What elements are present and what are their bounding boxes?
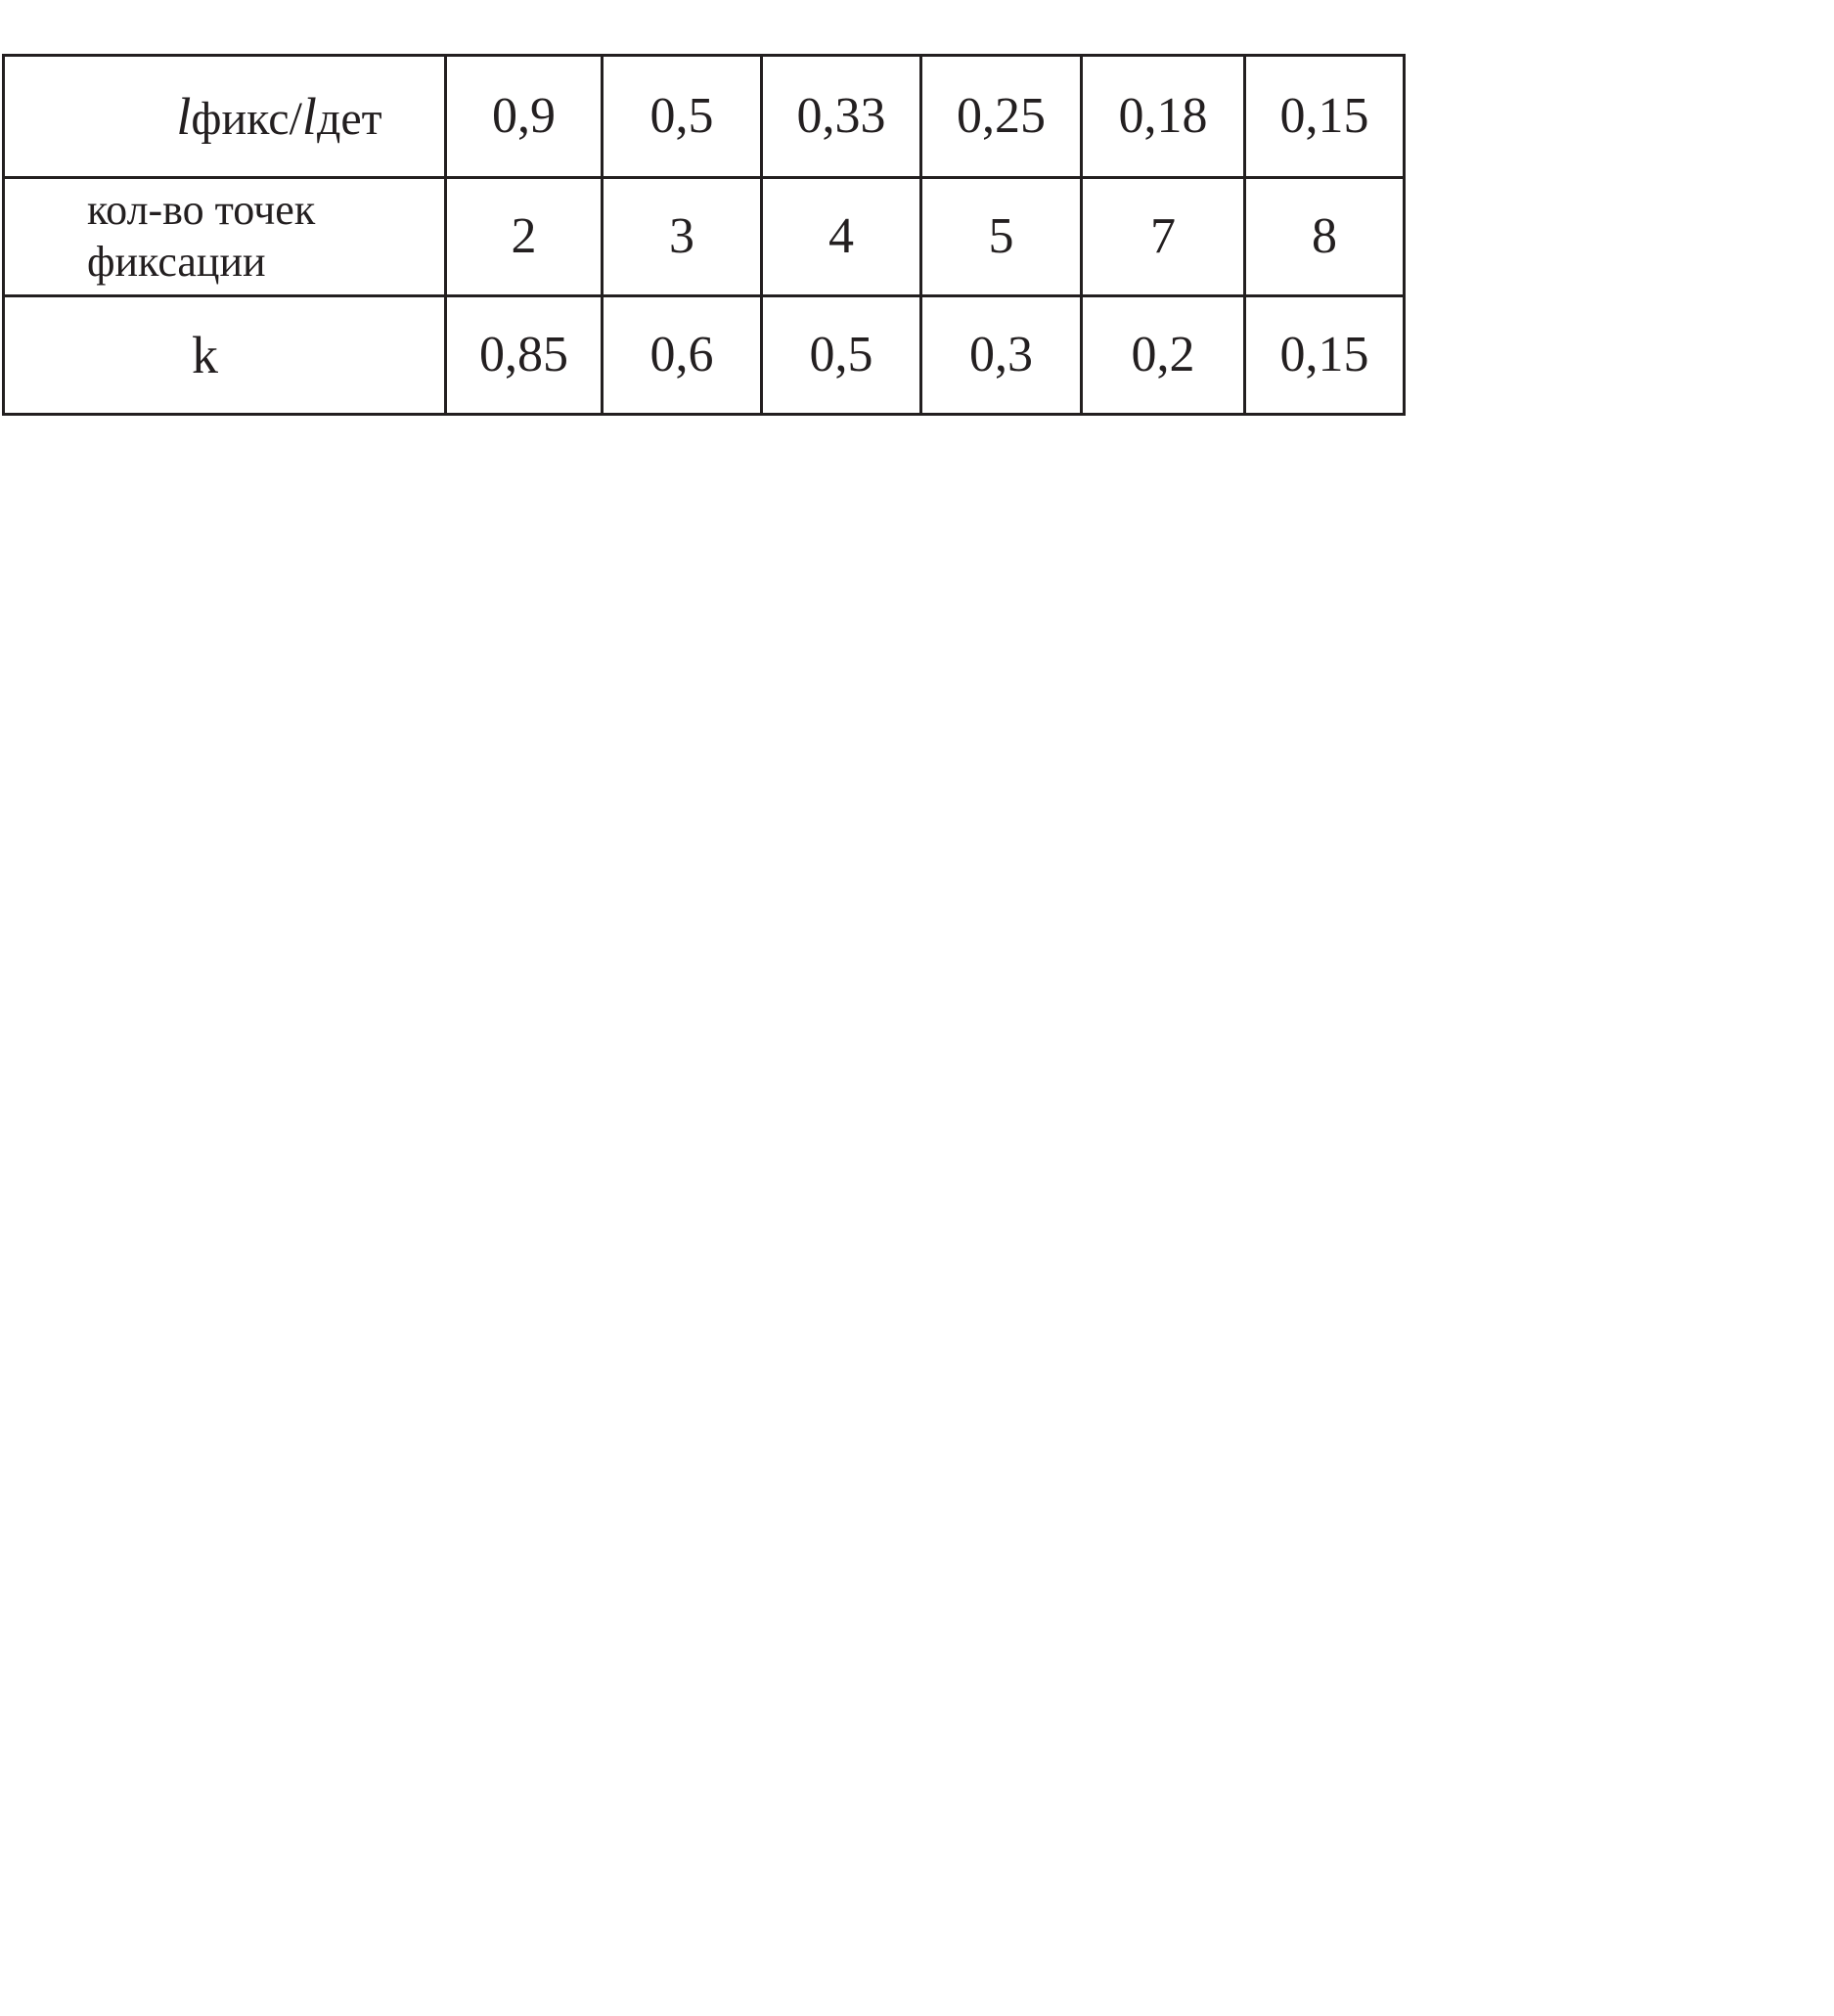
table-cell: 0,3: [921, 296, 1082, 415]
label-line: фиксации: [87, 238, 266, 286]
table-cell: 0,15: [1245, 296, 1405, 415]
table-cell: 0,25: [921, 56, 1082, 178]
table-cell: 0,9: [446, 56, 603, 178]
table-cell: 0,5: [762, 296, 921, 415]
table-row-length-ratio: [4, 56, 1405, 178]
table-cell: 0,6: [603, 296, 762, 415]
row-label-length-ratio: [4, 56, 446, 178]
table-row-k: [4, 296, 1405, 415]
table-cell: 7: [1082, 178, 1245, 296]
table-cell: 2: [446, 178, 603, 296]
table-row-fixation-points: [4, 178, 1405, 296]
table-cell: 8: [1245, 178, 1405, 296]
label-line: кол-во точек: [87, 186, 316, 235]
table-cell: 3: [603, 178, 762, 296]
table-cell: 0,2: [1082, 296, 1245, 415]
table-cell: 5: [921, 178, 1082, 296]
table-cell: 4: [762, 178, 921, 296]
table-cell: 0,5: [603, 56, 762, 178]
table-cell: 0,85: [446, 296, 603, 415]
row-label-k: k: [4, 296, 446, 415]
table-cell: 0,18: [1082, 56, 1245, 178]
ratio-separator: /: [289, 93, 302, 145]
row-label-fixation-points: [4, 178, 446, 296]
fixation-coefficient-table: [2, 54, 1406, 416]
l-variable: l: [176, 87, 192, 146]
table-cell: 0,15: [1245, 56, 1405, 178]
table-cell: 0,33: [762, 56, 921, 178]
l-variable: l: [301, 87, 317, 146]
subscript-det: дет: [316, 93, 382, 145]
subscript-fiks: фикс: [191, 93, 290, 145]
